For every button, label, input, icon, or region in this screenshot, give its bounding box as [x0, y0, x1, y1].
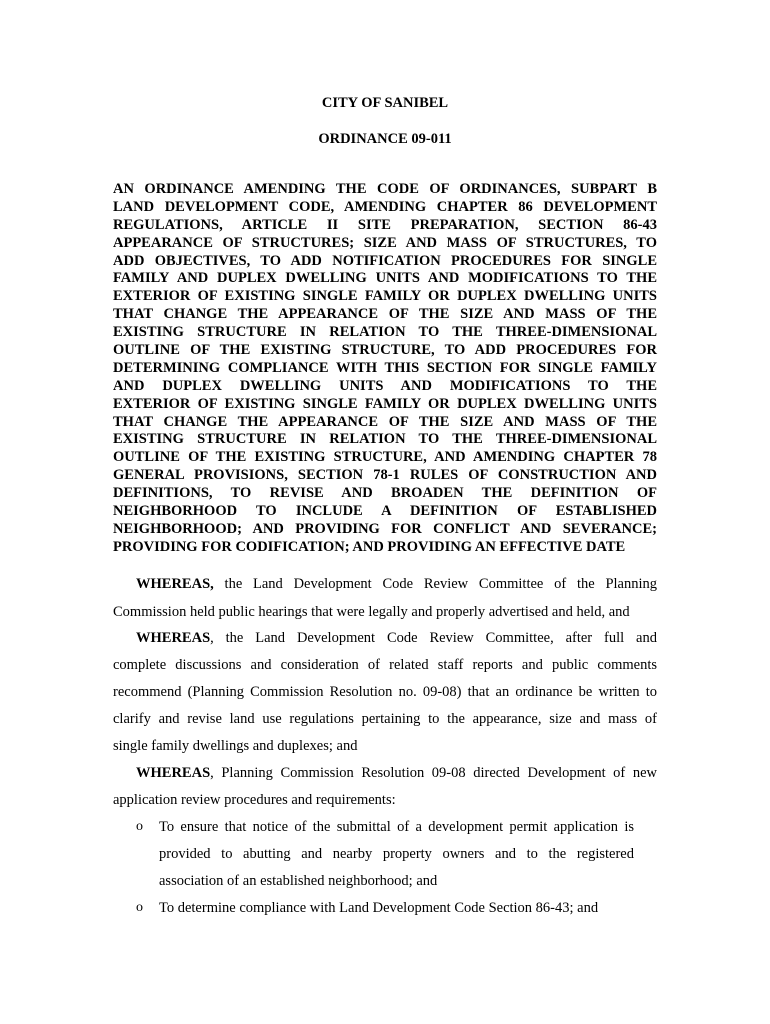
whereas-3-line — [136, 764, 657, 782]
whereas-1-line: Commission held public hearings that were legally and properly advertised and held, and — [113, 604, 630, 620]
title-line: EXTERIOR OF EXISTING SINGLE FAMILY OR DUPLEX DWELLING UNITS — [113, 288, 657, 305]
whereas-2-line: clarify and revise land use regulations pertaining to the appearance, size and mass of — [113, 711, 657, 727]
title-line: DETERMINING COMPLIANCE WITH THIS SECTION FOR SINGLE FAMILY — [113, 359, 657, 376]
title-line: DEFINITIONS, TO REVISE AND BROADEN THE DEFINITION OF — [113, 485, 657, 502]
whereas-text: the Land Development Code Review Committee of the Planning — [213, 576, 657, 592]
bullet-1-line: To ensure that notice of the submittal of a development permit application is — [159, 819, 634, 835]
title-line: OUTLINE OF THE EXISTING STRUCTURE, TO ADD PROCEDURES FOR — [113, 342, 657, 359]
title-line: EXISTING STRUCTURE IN RELATION TO THE THREE-DIMENSIONAL — [113, 431, 657, 448]
bullet-2-line: To determine compliance with Land Development Code Section 86-43; and — [159, 900, 599, 916]
whereas-3-line: application review procedures and requirements: — [113, 792, 396, 808]
title-line: GENERAL PROVISIONS, SECTION 78-1 RULES OF CONSTRUCTION AND — [113, 467, 657, 484]
whereas-2-line: single family dwellings and duplexes; and — [113, 738, 358, 754]
title-line: LAND DEVELOPMENT CODE, AMENDING CHAPTER 86 DEVELOPMENT — [113, 198, 657, 215]
bullet-marker: o — [136, 900, 143, 915]
title-line: REGULATIONS, ARTICLE II SITE PREPARATION, SECTION 86-43 — [113, 216, 657, 233]
title-line: EXTERIOR OF EXISTING SINGLE FAMILY OR DUPLEX DWELLING UNITS — [113, 395, 657, 412]
title-line: NEIGHBORHOOD; AND PROVIDING FOR CONFLICT AND SEVERANCE; — [113, 520, 657, 537]
city-heading: CITY OF SANIBEL — [321, 95, 449, 111]
title-line: AND DUPLEX DWELLING UNITS AND MODIFICATIONS TO THE — [113, 377, 657, 394]
title-line: THAT CHANGE THE APPEARANCE OF THE SIZE AND MASS OF THE — [113, 306, 657, 323]
title-line: OUTLINE OF THE EXISTING STRUCTURE, AND AMENDING CHAPTER 78 — [113, 449, 657, 466]
whereas-keyword: WHEREAS — [136, 630, 211, 646]
title-line: EXISTING STRUCTURE IN RELATION TO THE THREE-DIMENSIONAL — [113, 324, 657, 341]
whereas-2-line: complete discussions and consideration of related staff reports and public comments — [113, 657, 657, 673]
title-line: NEIGHBORHOOD TO INCLUDE A DEFINITION OF ESTABLISHED — [113, 503, 657, 520]
ordinance-number: ORDINANCE 09-011 — [318, 131, 452, 147]
title-line: FAMILY AND DUPLEX DWELLING UNITS AND MODIFICATIONS TO THE — [113, 270, 657, 287]
whereas-keyword: WHEREAS, — [136, 576, 214, 592]
whereas-text: , Planning Commission Resolution 09-08 directed Development of new — [210, 765, 657, 781]
whereas-2-line — [136, 629, 657, 647]
title-line: PROVIDING FOR CODIFICATION; AND PROVIDING AN EFFECTIVE DATE — [113, 538, 626, 555]
whereas-2-line: recommend (Planning Commission Resolution no. 09-08) that an ordinance be written to — [113, 684, 657, 700]
whereas-text: , the Land Development Code Review Committee, after full and — [210, 630, 657, 646]
whereas-keyword: WHEREAS — [136, 765, 211, 781]
ordinance-title — [113, 181, 657, 557]
title-line: APPEARANCE OF STRUCTURES; SIZE AND MASS OF STRUCTURES, TO — [113, 234, 657, 251]
bullet-1-line: provided to abutting and nearby property owners and to the registered — [159, 846, 634, 862]
whereas-1-line — [136, 575, 657, 593]
title-line: AN ORDINANCE AMENDING THE CODE OF ORDINANCES, SUBPART B — [113, 181, 657, 197]
bullet-1-line: association of an established neighborhood; and — [159, 873, 438, 889]
bullet-marker: o — [136, 819, 143, 834]
title-line: ADD OBJECTIVES, TO ADD NOTIFICATION PROCEDURES FOR SINGLE — [113, 252, 657, 269]
title-line: THAT CHANGE THE APPEARANCE OF THE SIZE AND MASS OF THE — [113, 413, 657, 430]
